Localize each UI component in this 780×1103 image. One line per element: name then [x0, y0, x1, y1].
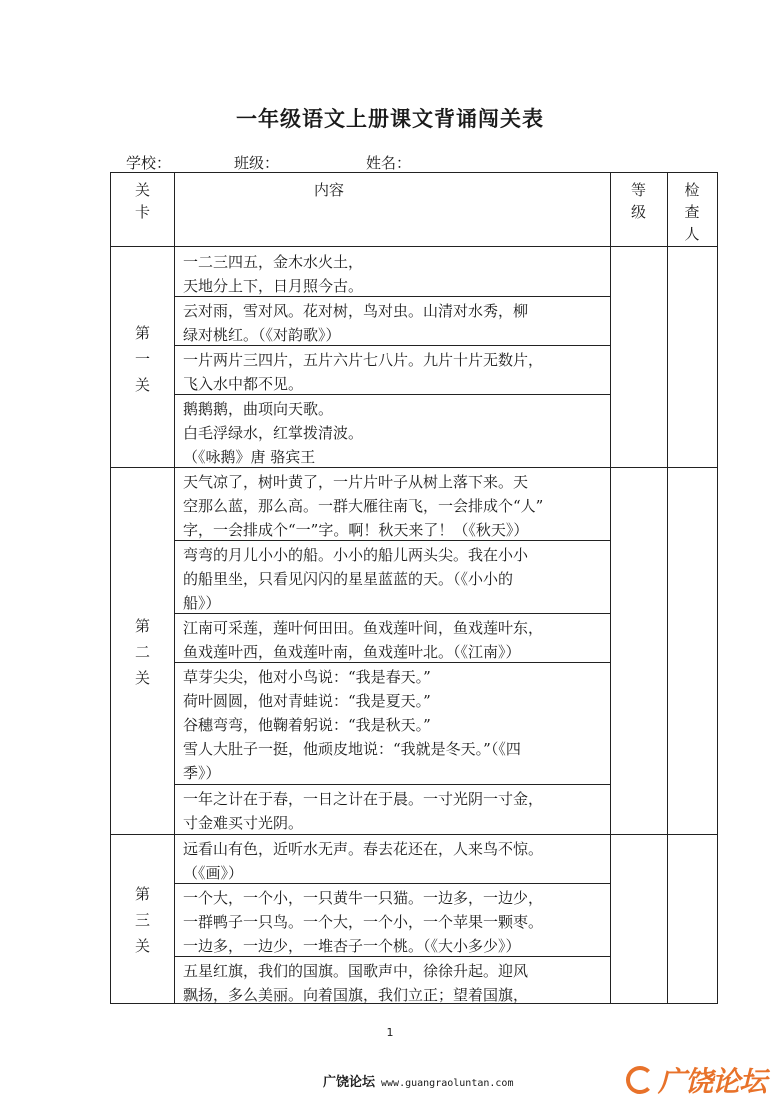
passage-cell: [183, 837, 607, 885]
passage-line: 远看山有色，近听水无声。春去花还在，人来鸟不惊。: [183, 840, 544, 858]
passage-line: 谷穗弯弯，他鞠着躬说：“我是秋天。”: [183, 716, 431, 734]
passage-line: 弯弯的月儿小小的船。小小的船儿两头尖。我在小小: [183, 546, 529, 564]
passage-line: 草芽尖尖，他对小鸟说：“我是春天。”: [183, 668, 431, 686]
logo-g-icon: [626, 1066, 654, 1094]
level-char: 关: [134, 376, 150, 394]
passage-line: 一个大，一个小，一只黄牛一只猫。一边多，一边少，: [183, 889, 544, 907]
passage-line: 荷叶圆圆，他对青蛙说：“我是夏天。”: [183, 692, 431, 710]
name-label: 姓名：: [366, 154, 412, 172]
level-char: 三: [134, 911, 150, 929]
passage-cell: [183, 665, 607, 785]
passage-line: 船》）: [183, 594, 221, 612]
level-char: 第: [134, 324, 150, 342]
col-divider: [610, 173, 611, 1003]
col-divider: [667, 173, 668, 1003]
passage-cell: [183, 616, 607, 664]
passage-cell: [183, 299, 607, 347]
passage-line: 一片两片三四片，五片六片七八片。九片十片无数片，: [183, 351, 544, 369]
passage-cell: [183, 543, 607, 615]
passage-cell: [183, 348, 607, 396]
passage-line: 寸金难买寸光阴。: [183, 814, 304, 832]
passage-cell: [183, 886, 607, 958]
header-checker-char: 查: [684, 203, 700, 221]
level-1-label: [111, 320, 174, 398]
header-checker: [667, 179, 717, 245]
passage-line: 天地分上下，日月照今古。: [183, 277, 364, 295]
passage-line: 绿对桃红。（《对韵歌》）: [183, 326, 341, 344]
header-grade-char: 级: [630, 203, 646, 221]
header-level-char: 卡: [134, 203, 150, 221]
level-char: 二: [134, 643, 150, 661]
recitation-table: [110, 172, 718, 1004]
passage-line: 江南可采莲，莲叶何田田。鱼戏莲叶间，鱼戏莲叶东，: [183, 619, 544, 637]
passage-cell: [183, 959, 607, 1007]
col-divider: [174, 173, 175, 1003]
passage-line: 白毛浮绿水，红掌拨清波。: [183, 424, 364, 442]
passage-cell: [183, 787, 607, 835]
level-char: 关: [134, 937, 150, 955]
passage-line: 天气凉了，树叶黄了，一片片叶子从树上落下来。天: [183, 473, 529, 491]
passage-line: 五星红旗，我们的国旗。国歌声中，徐徐升起。迎风: [183, 962, 529, 980]
passage-line: 季》）: [183, 764, 221, 782]
passage-line: 飞入水中都不见。: [183, 375, 304, 393]
logo-text: 广饶论坛: [657, 1065, 766, 1098]
level-char: 第: [134, 885, 150, 903]
passage-line: 字，一会排成个“一”字。啊！秋天来了！（《秋天》）: [183, 521, 529, 539]
passage-line: 雪人大肚子一挺，他顽皮地说：“我就是冬天。”（《四: [183, 740, 521, 758]
passage-cell: [183, 250, 607, 298]
header-content: 内容: [313, 181, 344, 199]
footer-url[interactable]: www.guangraoluntan.com: [381, 1078, 514, 1089]
passage-line: 一年之计在于春，一日之计在于晨。一寸光阴一寸金，: [183, 790, 544, 808]
header-checker-char: 检: [684, 181, 700, 199]
passage-cell: [183, 397, 607, 469]
level-2-label: [111, 613, 174, 691]
level-char: 关: [134, 669, 150, 687]
passage-line: 飘扬，多么美丽。向着国旗，我们立正；望着国旗，: [183, 986, 529, 1004]
level-char: 一: [134, 350, 150, 368]
passage-line: 鹅鹅鹅，曲项向天歌。: [183, 400, 334, 418]
level-3-label: [111, 881, 174, 959]
page-title: 一年级语文上册课文背诵闯关表: [236, 107, 544, 131]
passage-line: 空那么蓝，那么高。一群大雁往南飞，一会排成个“人”: [183, 497, 544, 515]
passage-line: （《画》）: [183, 864, 244, 882]
passage-line: 的船里坐，只看见闪闪的星星蓝蓝的天。（《小小的: [183, 570, 514, 588]
school-label: 学校：: [126, 154, 172, 172]
site-logo: [626, 1060, 766, 1100]
passage-line: （《咏鹅》唐 骆宾王: [183, 448, 316, 466]
header-grade-char: 等: [630, 181, 646, 199]
footer-brand: 广饶论坛: [323, 1075, 376, 1090]
passage-line: 一边多，一边少，一堆杏子一个桃。（《大小多少》）: [183, 937, 521, 955]
passage-cell: [183, 470, 607, 542]
row-divider: [111, 246, 717, 247]
passage-line: 一群鸭子一只鸟。一个大，一个小，一个苹果一颗枣。: [183, 913, 544, 931]
passage-line: 鱼戏莲叶西，鱼戏莲叶南，鱼戏莲叶北。（《江南》）: [183, 643, 521, 661]
level-char: 第: [134, 617, 150, 635]
footer: [323, 1071, 513, 1090]
header-checker-char: 人: [684, 225, 700, 243]
passage-line: 一二三四五，金木水火土，: [183, 253, 364, 271]
header-grade: [610, 179, 667, 223]
page-number: 1: [386, 1026, 394, 1039]
header-level: [111, 179, 174, 223]
class-label: 班级：: [234, 154, 280, 172]
passage-line: 云对雨，雪对风。花对树，鸟对虫。山清对水秀，柳: [183, 302, 529, 320]
header-level-char: 关: [134, 181, 150, 199]
